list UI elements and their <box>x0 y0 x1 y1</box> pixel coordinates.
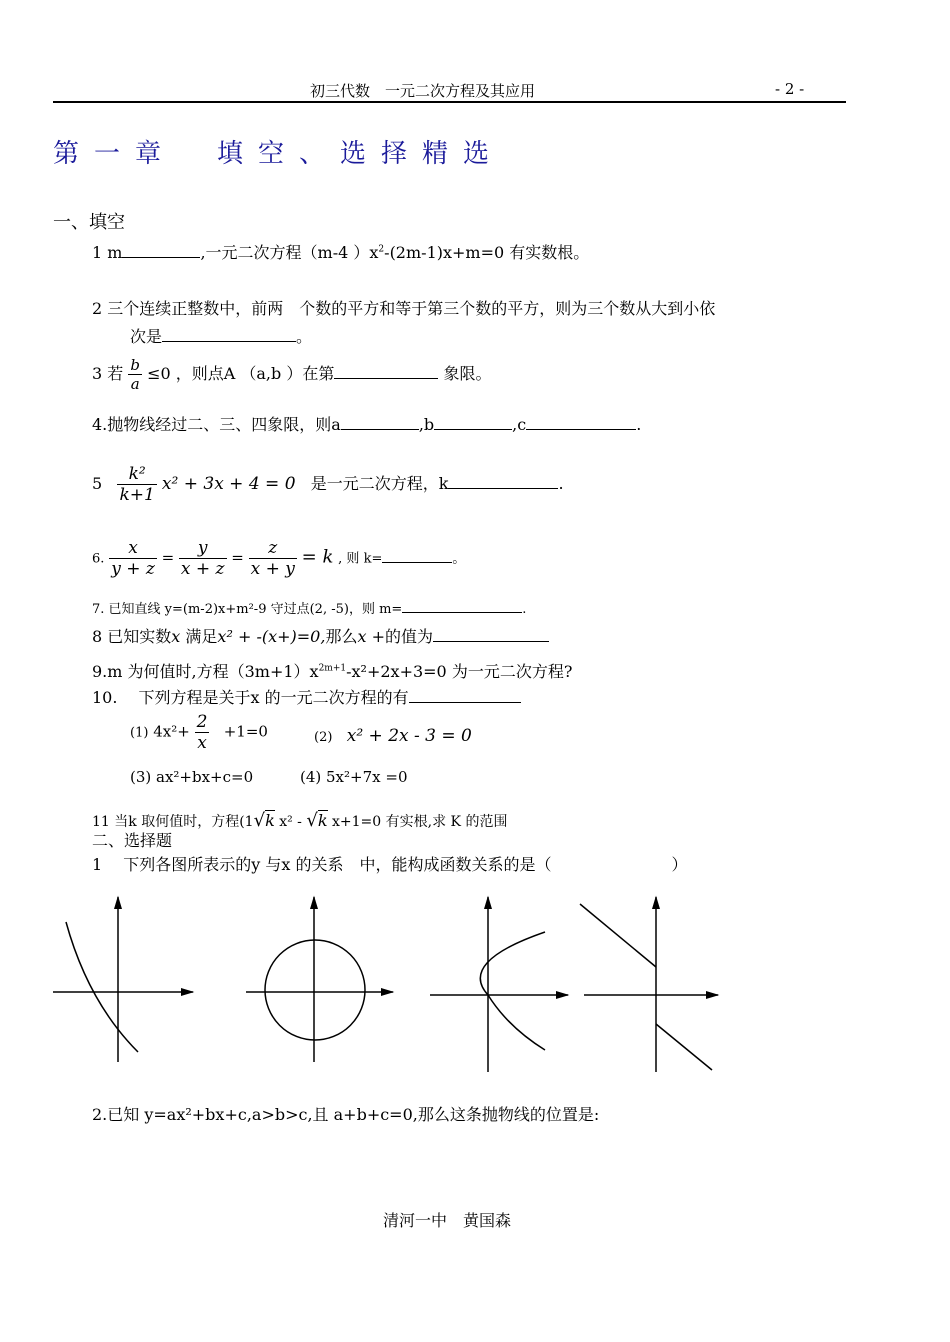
section-fill-in: 一、填空 <box>53 212 125 233</box>
q6-f2-num: y <box>179 538 227 559</box>
q1-pre: m <box>107 243 123 262</box>
q10-text: 10. 下列方程是关于x 的一元二次方程的有 <box>92 688 409 707</box>
q6-f3-num: z <box>249 538 297 559</box>
q1-sup: 2 <box>378 244 385 255</box>
q4-pre: 4.抛物线经过二、三、四象限，则a <box>92 415 341 434</box>
q5-num: 5 <box>92 474 103 493</box>
graph-1-curve <box>66 922 138 1052</box>
q4-c: ,c <box>512 415 527 434</box>
question-5 <box>92 464 564 505</box>
graph-4[interactable] <box>580 897 718 1072</box>
q10-blank[interactable] <box>409 688 521 703</box>
q5-frac-den: k+1 <box>119 485 155 505</box>
q11-pre: 11 当k 取何值时，方程(1 <box>92 814 254 830</box>
q10-o2-label: (2) <box>314 730 333 745</box>
question-1 <box>92 240 589 263</box>
q10-option-1 <box>130 712 268 753</box>
graph-2[interactable] <box>246 897 393 1062</box>
q1-num: 1 <box>92 243 103 262</box>
graph-1[interactable] <box>53 897 193 1062</box>
page-number: - 2 - <box>775 80 805 98</box>
q10-o1-pre: 4x²+ <box>153 722 190 741</box>
q4-end: . <box>636 415 642 434</box>
mc-question-2: 2.已知 y=ax²+bx+c,a>b>c,且 a+b+c=0,那么这条抛物线的位置是: <box>92 1105 600 1124</box>
q5-blank[interactable] <box>448 474 558 489</box>
q9-sup: 2m+1 <box>318 663 347 674</box>
q3-fraction <box>128 356 142 393</box>
q6-num: 6. <box>92 551 105 567</box>
q10-o1-post: +1=0 <box>223 722 268 741</box>
q8-blank[interactable] <box>433 627 549 642</box>
q10-o1-frac-den: x <box>197 733 207 753</box>
q6-f2-den: x + z <box>180 559 225 579</box>
mc1-text: 1 下列各图所表示的y 与x 的关系 中，能构成函数关系的是（ <box>92 855 552 874</box>
q1-post: -(2m-1)x+m=0 有实数根。 <box>384 243 590 262</box>
q8-end: +的值为 <box>371 627 433 646</box>
q11-post: x+1=0 有实根,求 K 的范围 <box>332 814 508 830</box>
q10-o1-label: (1) <box>130 725 149 741</box>
q1-blank[interactable] <box>122 243 200 258</box>
header-rule <box>53 101 846 103</box>
question-7 <box>92 598 526 617</box>
q9-post: -x²+2x+3=0 为一元二次方程? <box>346 662 573 681</box>
q10-option-2 <box>314 726 472 746</box>
q3-frac-den: a <box>130 375 140 393</box>
q10-o1-fraction <box>195 712 210 753</box>
mc1-end: ） <box>671 855 688 874</box>
q6-fraction-2 <box>179 538 227 579</box>
q8-post: 那么 <box>325 627 358 646</box>
graph-2-circle <box>265 940 365 1040</box>
q6-blank[interactable] <box>382 548 452 563</box>
radical-icon: √ <box>306 810 318 831</box>
q8-x2: x <box>357 627 367 646</box>
graph-4-line-lower <box>656 1024 712 1070</box>
q8-mid: 满足 <box>185 627 218 646</box>
q2-blank[interactable] <box>162 327 296 342</box>
question-8 <box>92 624 549 647</box>
q5-fraction <box>117 464 156 505</box>
question-10 <box>92 685 521 708</box>
q3-blank[interactable] <box>334 364 438 379</box>
q6-fraction-3 <box>249 538 297 579</box>
q11-rad1: k <box>265 811 275 830</box>
footer-author: 清河一中 黄国森 <box>383 1211 512 1230</box>
q5-expr: x² + 3x + 4 = 0 <box>161 474 296 494</box>
q6-f1-den: y + z <box>111 559 155 579</box>
q3-end: 象限。 <box>443 364 492 383</box>
q10-o1-frac-num: 2 <box>196 712 208 732</box>
q4-b: ,b <box>418 415 435 434</box>
section-multiple-choice: 二、选择题 <box>92 831 173 850</box>
q7-end: . <box>522 602 527 617</box>
q6-eq: = k <box>301 546 334 568</box>
chapter-title: 第一章 填空、选择精选 <box>53 139 505 169</box>
q2-end: 。 <box>296 327 313 346</box>
graph-3[interactable] <box>430 897 568 1072</box>
q9-pre: 9.m 为何值时,方程（3m+1）x <box>92 662 319 681</box>
q3-mid: ≤0 ，则点A （a,b ）在第 <box>147 364 335 383</box>
graph-3-parabola <box>480 932 545 1050</box>
q6-end: 。 <box>452 551 466 567</box>
graph-4-line-upper <box>580 904 656 967</box>
q5-text: 是一元二次方程，k <box>310 474 449 493</box>
q3-frac-num: b <box>130 356 140 374</box>
q1-mid: ,一元二次方程（m-4 ）x <box>200 243 379 262</box>
q5-frac-num: k² <box>117 464 156 485</box>
question-2-line2 <box>130 324 312 347</box>
question-3 <box>92 356 491 393</box>
q10-option-3: (3) ax²+bx+c=0 <box>130 768 254 786</box>
question-4 <box>92 412 641 435</box>
mc-question-1 <box>92 852 688 875</box>
q2-line2-text: 次是 <box>130 327 163 346</box>
question-6: 6. $\frac{x}{y + z}$ = $\frac{y}{x + z}$ = $\frac{z}{x + y}$ = k , 则 k= 。 <box>92 538 466 579</box>
q4-blank-a[interactable] <box>341 415 419 430</box>
q4-blank-b[interactable] <box>434 415 512 430</box>
q4-blank-c[interactable] <box>526 415 636 430</box>
q6-f3-den: x + y <box>250 559 295 579</box>
q7-blank[interactable] <box>402 600 522 613</box>
q11-mid: x² - <box>279 814 302 830</box>
q5-end: . <box>558 474 564 493</box>
q8-x: x <box>171 627 181 646</box>
q6-fraction-1 <box>109 538 157 579</box>
q8-expr: x² + -(x+)=0, <box>217 627 326 646</box>
q7-text: 7. 已知直线 y=(m-2)x+m²-9 守过点(2, -5)，则 m= <box>92 602 403 617</box>
q6-f1-num: x <box>109 538 157 559</box>
radical-icon: √ <box>253 810 266 831</box>
q10-option-4: (4) 5x²+7x =0 <box>300 768 408 786</box>
q6-text: , 则 k= <box>338 551 383 567</box>
q11-rad2: k <box>317 811 328 830</box>
question-2-line1: 2 三个连续正整数中，前两 个数的平方和等于第三个数的平方，则为三个数从大到小依 <box>92 299 716 318</box>
header-title: 初三代数 一元二次方程及其应用 <box>310 82 536 100</box>
q10-o2-expr: x² + 2x - 3 = 0 <box>346 726 472 746</box>
graphs-figure <box>48 892 728 1082</box>
q8-pre: 8 已知实数 <box>92 627 172 646</box>
question-9 <box>92 659 572 682</box>
q3-num: 3 若 <box>92 364 124 383</box>
